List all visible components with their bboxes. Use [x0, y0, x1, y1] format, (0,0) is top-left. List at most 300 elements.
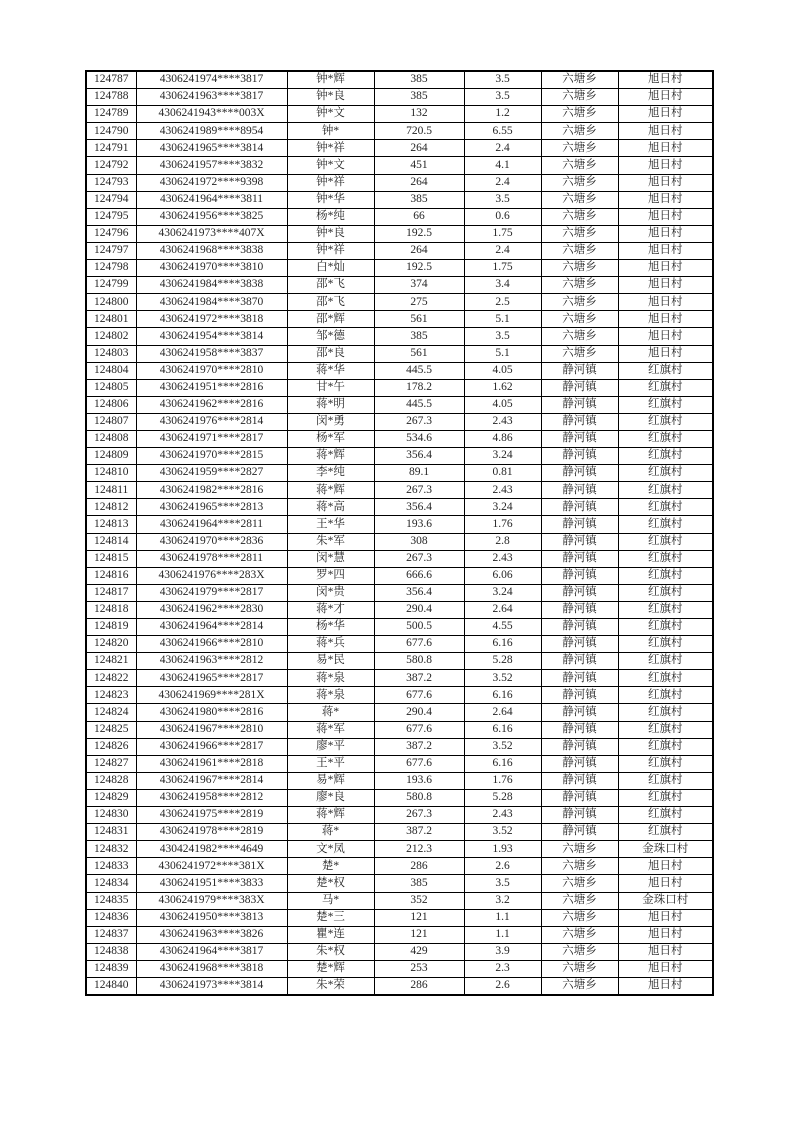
amount-cell: 445.5 [374, 396, 464, 413]
rate-cell: 0.6 [464, 208, 541, 225]
table-row [86, 960, 713, 977]
township-cell: 六塘乡 [541, 89, 618, 106]
rate-cell: 5.28 [464, 789, 541, 806]
table-row [86, 208, 713, 225]
township-cell: 六塘乡 [541, 328, 618, 345]
village-cell: 旭日村 [618, 926, 713, 943]
name-cell: 文*凤 [287, 841, 374, 858]
name-cell: 瞿*连 [287, 926, 374, 943]
village-cell: 旭日村 [618, 345, 713, 362]
table-row [86, 225, 713, 242]
township-cell: 六塘乡 [541, 960, 618, 977]
seq-cell: 124797 [86, 242, 136, 259]
rate-cell: 3.5 [464, 875, 541, 892]
rate-cell: 2.6 [464, 858, 541, 875]
id-number-cell: 4306241968****3818 [136, 960, 287, 977]
name-cell: 闵*慧 [287, 550, 374, 567]
name-cell: 李*纯 [287, 465, 374, 482]
village-cell: 红旗村 [618, 772, 713, 789]
township-cell: 静河镇 [541, 584, 618, 601]
rate-cell: 1.75 [464, 260, 541, 277]
rate-cell: 2.43 [464, 482, 541, 499]
id-number-cell: 4306241970****3810 [136, 260, 287, 277]
township-cell: 静河镇 [541, 619, 618, 636]
rate-cell: 3.5 [464, 71, 541, 89]
name-cell: 钟*文 [287, 157, 374, 174]
table-row [86, 755, 713, 772]
table-row [86, 71, 713, 89]
name-cell: 朱*权 [287, 943, 374, 960]
seq-cell: 124832 [86, 841, 136, 858]
township-cell: 静河镇 [541, 499, 618, 516]
seq-cell: 124812 [86, 499, 136, 516]
rate-cell: 1.93 [464, 841, 541, 858]
seq-cell: 124829 [86, 789, 136, 806]
rate-cell: 2.3 [464, 960, 541, 977]
rate-cell: 1.1 [464, 909, 541, 926]
amount-cell: 308 [374, 533, 464, 550]
seq-cell: 124837 [86, 926, 136, 943]
table-row [86, 191, 713, 208]
id-number-cell: 4306241966****2817 [136, 738, 287, 755]
village-cell: 红旗村 [618, 721, 713, 738]
rate-cell: 2.43 [464, 550, 541, 567]
id-number-cell: 4306241970****2836 [136, 533, 287, 550]
id-number-cell: 4306241965****2817 [136, 670, 287, 687]
village-cell: 旭日村 [618, 191, 713, 208]
name-cell: 朱*军 [287, 533, 374, 550]
amount-cell: 66 [374, 208, 464, 225]
village-cell: 红旗村 [618, 430, 713, 447]
amount-cell: 192.5 [374, 260, 464, 277]
amount-cell: 132 [374, 106, 464, 123]
township-cell: 静河镇 [541, 396, 618, 413]
township-cell: 静河镇 [541, 362, 618, 379]
seq-cell: 124802 [86, 328, 136, 345]
rate-cell: 4.86 [464, 430, 541, 447]
village-cell: 旭日村 [618, 89, 713, 106]
table-row [86, 601, 713, 618]
table-row [86, 841, 713, 858]
amount-cell: 561 [374, 311, 464, 328]
seq-cell: 124793 [86, 174, 136, 191]
table-row [86, 260, 713, 277]
table-row [86, 653, 713, 670]
village-cell: 旭日村 [618, 260, 713, 277]
rate-cell: 1.76 [464, 772, 541, 789]
rate-cell: 2.5 [464, 294, 541, 311]
amount-cell: 561 [374, 345, 464, 362]
id-number-cell: 4306241973****3814 [136, 977, 287, 995]
seq-cell: 124806 [86, 396, 136, 413]
table-row [86, 584, 713, 601]
township-cell: 六塘乡 [541, 943, 618, 960]
amount-cell: 385 [374, 875, 464, 892]
township-cell: 静河镇 [541, 721, 618, 738]
id-number-cell: 4306241972****3818 [136, 311, 287, 328]
seq-cell: 124787 [86, 71, 136, 89]
id-number-cell: 4306241976****283X [136, 567, 287, 584]
township-cell: 静河镇 [541, 516, 618, 533]
id-number-cell: 4306241972****381X [136, 858, 287, 875]
rate-cell: 6.16 [464, 755, 541, 772]
village-cell: 旭日村 [618, 277, 713, 294]
table-row [86, 430, 713, 447]
amount-cell: 677.6 [374, 721, 464, 738]
township-cell: 静河镇 [541, 430, 618, 447]
rate-cell: 3.5 [464, 191, 541, 208]
amount-cell: 580.8 [374, 653, 464, 670]
table-row [86, 977, 713, 995]
table-row [86, 704, 713, 721]
seq-cell: 124791 [86, 140, 136, 157]
id-number-cell: 4306241951****3833 [136, 875, 287, 892]
amount-cell: 356.4 [374, 584, 464, 601]
amount-cell: 121 [374, 926, 464, 943]
village-cell: 红旗村 [618, 516, 713, 533]
table-row [86, 807, 713, 824]
amount-cell: 451 [374, 157, 464, 174]
table-row [86, 789, 713, 806]
township-cell: 静河镇 [541, 687, 618, 704]
name-cell: 白*灿 [287, 260, 374, 277]
village-cell: 旭日村 [618, 294, 713, 311]
name-cell: 闵*勇 [287, 413, 374, 430]
table-body [86, 71, 713, 995]
village-cell: 红旗村 [618, 567, 713, 584]
township-cell: 静河镇 [541, 704, 618, 721]
rate-cell: 1.75 [464, 225, 541, 242]
name-cell: 杨*纯 [287, 208, 374, 225]
village-cell: 红旗村 [618, 670, 713, 687]
seq-cell: 124809 [86, 448, 136, 465]
name-cell: 蒋*辉 [287, 482, 374, 499]
id-number-cell: 4306241956****3825 [136, 208, 287, 225]
amount-cell: 192.5 [374, 225, 464, 242]
village-cell: 旭日村 [618, 977, 713, 995]
seq-cell: 124834 [86, 875, 136, 892]
name-cell: 楚*权 [287, 875, 374, 892]
id-number-cell: 4306241978****2819 [136, 824, 287, 841]
table-row [86, 670, 713, 687]
table-row [86, 687, 713, 704]
seq-cell: 124804 [86, 362, 136, 379]
seq-cell: 124827 [86, 755, 136, 772]
id-number-cell: 4306241989****8954 [136, 123, 287, 140]
rate-cell: 3.52 [464, 824, 541, 841]
village-cell: 红旗村 [618, 482, 713, 499]
rate-cell: 0.81 [464, 465, 541, 482]
township-cell: 静河镇 [541, 533, 618, 550]
amount-cell: 677.6 [374, 755, 464, 772]
village-cell: 旭日村 [618, 123, 713, 140]
rate-cell: 2.8 [464, 533, 541, 550]
township-cell: 静河镇 [541, 482, 618, 499]
village-cell: 旭日村 [618, 174, 713, 191]
township-cell: 六塘乡 [541, 294, 618, 311]
township-cell: 六塘乡 [541, 277, 618, 294]
table-row [86, 140, 713, 157]
seq-cell: 124820 [86, 636, 136, 653]
table-row [86, 89, 713, 106]
table-row [86, 499, 713, 516]
amount-cell: 534.6 [374, 430, 464, 447]
seq-cell: 124824 [86, 704, 136, 721]
name-cell: 杨*军 [287, 430, 374, 447]
rate-cell: 2.64 [464, 704, 541, 721]
name-cell: 邹*德 [287, 328, 374, 345]
rate-cell: 6.55 [464, 123, 541, 140]
amount-cell: 264 [374, 140, 464, 157]
seq-cell: 124823 [86, 687, 136, 704]
id-number-cell: 4306241968****3838 [136, 242, 287, 259]
seq-cell: 124819 [86, 619, 136, 636]
township-cell: 六塘乡 [541, 311, 618, 328]
township-cell: 静河镇 [541, 601, 618, 618]
seq-cell: 124814 [86, 533, 136, 550]
amount-cell: 385 [374, 71, 464, 89]
rate-cell: 2.64 [464, 601, 541, 618]
id-number-cell: 4306241957****3832 [136, 157, 287, 174]
rate-cell: 2.6 [464, 977, 541, 995]
amount-cell: 385 [374, 191, 464, 208]
id-number-cell: 4306241974****3817 [136, 71, 287, 89]
amount-cell: 178.2 [374, 379, 464, 396]
rate-cell: 6.16 [464, 687, 541, 704]
id-number-cell: 4306241982****2816 [136, 482, 287, 499]
amount-cell: 387.2 [374, 670, 464, 687]
name-cell: 蒋*兵 [287, 636, 374, 653]
seq-cell: 124798 [86, 260, 136, 277]
rate-cell: 2.43 [464, 413, 541, 430]
seq-cell: 124840 [86, 977, 136, 995]
township-cell: 六塘乡 [541, 909, 618, 926]
table-row [86, 567, 713, 584]
amount-cell: 429 [374, 943, 464, 960]
amount-cell: 267.3 [374, 550, 464, 567]
name-cell: 廖*良 [287, 789, 374, 806]
township-cell: 六塘乡 [541, 242, 618, 259]
village-cell: 旭日村 [618, 140, 713, 157]
village-cell: 红旗村 [618, 636, 713, 653]
village-cell: 红旗村 [618, 584, 713, 601]
name-cell: 邵*良 [287, 345, 374, 362]
table-row [86, 294, 713, 311]
id-number-cell: 4306241969****281X [136, 687, 287, 704]
amount-cell: 212.3 [374, 841, 464, 858]
township-cell: 六塘乡 [541, 208, 618, 225]
amount-cell: 352 [374, 892, 464, 909]
id-number-cell: 4306241978****2811 [136, 550, 287, 567]
amount-cell: 720.5 [374, 123, 464, 140]
id-number-cell: 4306241964****3811 [136, 191, 287, 208]
township-cell: 六塘乡 [541, 174, 618, 191]
table-row [86, 328, 713, 345]
village-cell: 旭日村 [618, 106, 713, 123]
table-row [86, 738, 713, 755]
rate-cell: 3.9 [464, 943, 541, 960]
name-cell: 蒋*泉 [287, 670, 374, 687]
id-number-cell: 4306241970****2815 [136, 448, 287, 465]
name-cell: 钟*祥 [287, 242, 374, 259]
township-cell: 六塘乡 [541, 875, 618, 892]
rate-cell: 3.24 [464, 448, 541, 465]
township-cell: 静河镇 [541, 789, 618, 806]
table-row [86, 379, 713, 396]
name-cell: 罗*四 [287, 567, 374, 584]
township-cell: 静河镇 [541, 755, 618, 772]
township-cell: 六塘乡 [541, 157, 618, 174]
name-cell: 蒋*才 [287, 601, 374, 618]
rate-cell: 4.1 [464, 157, 541, 174]
township-cell: 静河镇 [541, 465, 618, 482]
village-cell: 红旗村 [618, 550, 713, 567]
seq-cell: 124792 [86, 157, 136, 174]
id-number-cell: 4306241950****3813 [136, 909, 287, 926]
name-cell: 甘*午 [287, 379, 374, 396]
table-row [86, 926, 713, 943]
name-cell: 杨*华 [287, 619, 374, 636]
id-number-cell: 4306241954****3814 [136, 328, 287, 345]
township-cell: 静河镇 [541, 379, 618, 396]
township-cell: 静河镇 [541, 550, 618, 567]
table-row [86, 516, 713, 533]
table-row [86, 721, 713, 738]
table-row [86, 413, 713, 430]
amount-cell: 666.6 [374, 567, 464, 584]
rate-cell: 1.62 [464, 379, 541, 396]
id-number-cell: 4306241975****2819 [136, 807, 287, 824]
seq-cell: 124815 [86, 550, 136, 567]
id-number-cell: 4306241967****2810 [136, 721, 287, 738]
rate-cell: 5.28 [464, 653, 541, 670]
name-cell: 蒋*华 [287, 362, 374, 379]
id-number-cell: 4306241966****2810 [136, 636, 287, 653]
amount-cell: 290.4 [374, 704, 464, 721]
table-row [86, 858, 713, 875]
seq-cell: 124830 [86, 807, 136, 824]
id-number-cell: 4306241984****3838 [136, 277, 287, 294]
village-cell: 红旗村 [618, 619, 713, 636]
amount-cell: 193.6 [374, 772, 464, 789]
village-cell: 红旗村 [618, 362, 713, 379]
table-row [86, 892, 713, 909]
amount-cell: 374 [374, 277, 464, 294]
seq-cell: 124801 [86, 311, 136, 328]
name-cell: 闵*贵 [287, 584, 374, 601]
name-cell: 马* [287, 892, 374, 909]
village-cell: 旭日村 [618, 225, 713, 242]
id-number-cell: 4306241979****2817 [136, 584, 287, 601]
seq-cell: 124825 [86, 721, 136, 738]
village-cell: 红旗村 [618, 413, 713, 430]
table-row [86, 362, 713, 379]
name-cell: 邵*辉 [287, 311, 374, 328]
rate-cell: 3.5 [464, 89, 541, 106]
seq-cell: 124822 [86, 670, 136, 687]
seq-cell: 124794 [86, 191, 136, 208]
village-cell: 旭日村 [618, 157, 713, 174]
village-cell: 红旗村 [618, 738, 713, 755]
amount-cell: 387.2 [374, 738, 464, 755]
id-number-cell: 4306241963****3817 [136, 89, 287, 106]
amount-cell: 286 [374, 977, 464, 995]
village-cell: 旭日村 [618, 311, 713, 328]
name-cell: 廖*平 [287, 738, 374, 755]
seq-cell: 124833 [86, 858, 136, 875]
township-cell: 静河镇 [541, 448, 618, 465]
seq-cell: 124818 [86, 601, 136, 618]
name-cell: 蒋* [287, 704, 374, 721]
table-row [86, 174, 713, 191]
table-row [86, 157, 713, 174]
amount-cell: 290.4 [374, 601, 464, 618]
township-cell: 六塘乡 [541, 191, 618, 208]
seq-cell: 124821 [86, 653, 136, 670]
id-number-cell: 4306241943****003X [136, 106, 287, 123]
seq-cell: 124838 [86, 943, 136, 960]
village-cell: 旭日村 [618, 875, 713, 892]
rate-cell: 2.4 [464, 140, 541, 157]
id-number-cell: 4306241958****2812 [136, 789, 287, 806]
name-cell: 楚*三 [287, 909, 374, 926]
amount-cell: 356.4 [374, 499, 464, 516]
rate-cell: 3.5 [464, 328, 541, 345]
village-cell: 红旗村 [618, 396, 713, 413]
rate-cell: 4.55 [464, 619, 541, 636]
table-row [86, 943, 713, 960]
name-cell: 蒋*明 [287, 396, 374, 413]
table-row [86, 824, 713, 841]
seq-cell: 124835 [86, 892, 136, 909]
township-cell: 六塘乡 [541, 140, 618, 157]
village-cell: 红旗村 [618, 533, 713, 550]
township-cell: 六塘乡 [541, 345, 618, 362]
village-cell: 红旗村 [618, 465, 713, 482]
name-cell: 易*辉 [287, 772, 374, 789]
township-cell: 静河镇 [541, 567, 618, 584]
rate-cell: 4.05 [464, 396, 541, 413]
table-row [86, 448, 713, 465]
seq-cell: 124789 [86, 106, 136, 123]
table-row [86, 482, 713, 499]
township-cell: 静河镇 [541, 636, 618, 653]
name-cell: 王*平 [287, 755, 374, 772]
id-number-cell: 4306241963****3826 [136, 926, 287, 943]
village-cell: 红旗村 [618, 653, 713, 670]
table-row [86, 106, 713, 123]
rate-cell: 6.16 [464, 636, 541, 653]
village-cell: 旭日村 [618, 242, 713, 259]
beneficiary-table [85, 70, 714, 996]
amount-cell: 445.5 [374, 362, 464, 379]
name-cell: 钟*辉 [287, 71, 374, 89]
seq-cell: 124796 [86, 225, 136, 242]
name-cell: 楚*辉 [287, 960, 374, 977]
township-cell: 静河镇 [541, 824, 618, 841]
township-cell: 六塘乡 [541, 841, 618, 858]
township-cell: 六塘乡 [541, 926, 618, 943]
table-row [86, 619, 713, 636]
amount-cell: 264 [374, 242, 464, 259]
rate-cell: 4.05 [464, 362, 541, 379]
township-cell: 六塘乡 [541, 260, 618, 277]
table-row [86, 396, 713, 413]
seq-cell: 124839 [86, 960, 136, 977]
rate-cell: 3.2 [464, 892, 541, 909]
table-row [86, 772, 713, 789]
id-number-cell: 4306241964****3817 [136, 943, 287, 960]
